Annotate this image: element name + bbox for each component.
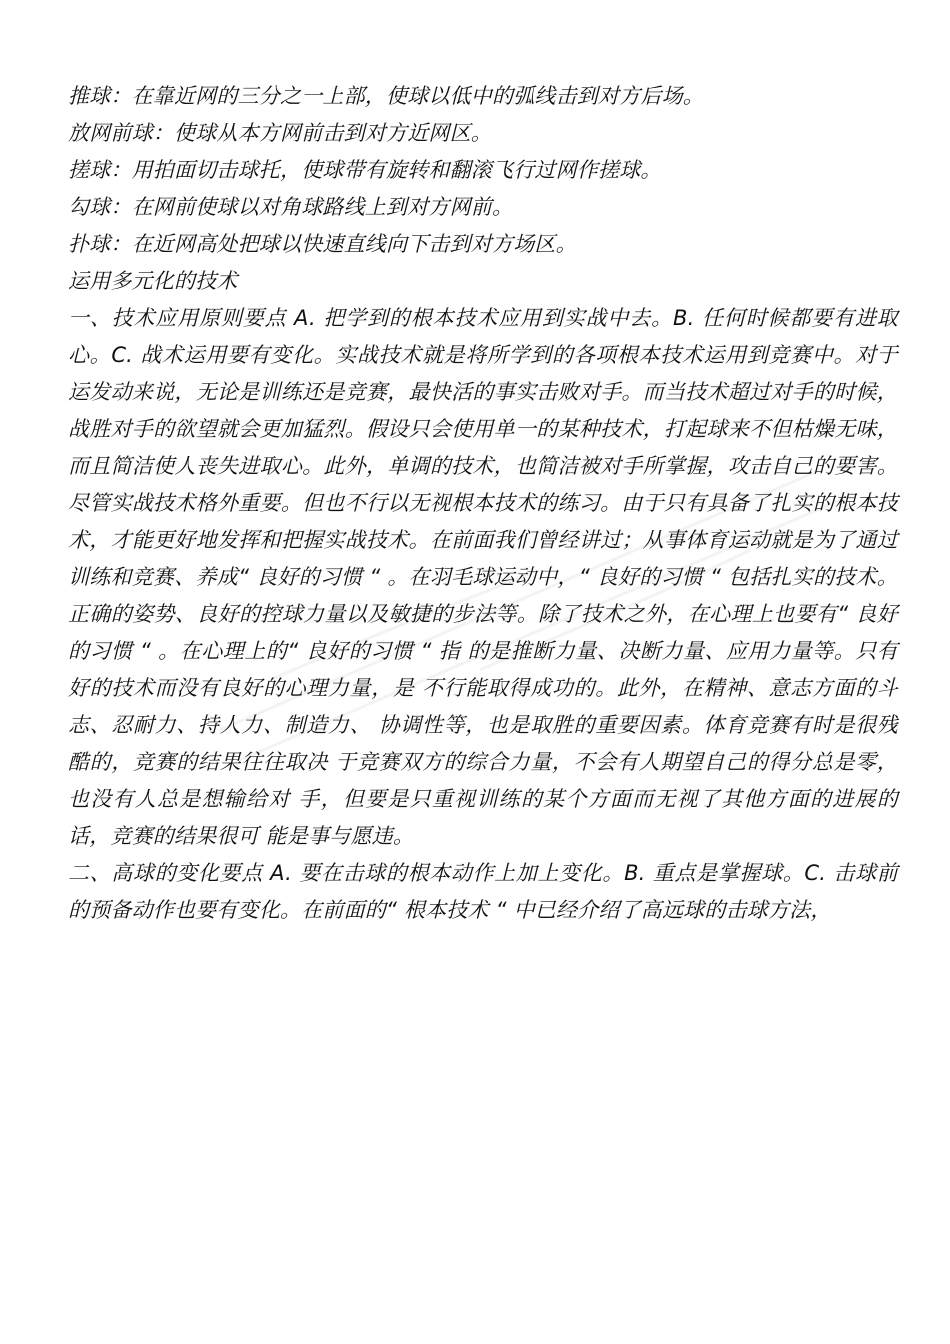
paragraph-high-clear-variation: 二、高球的变化要点 A. 要在击球的根本动作上加上变化。B. 重点是掌握球。C. 击球前的预备动作也要有变化。在前面的“ 根本技术 “ 中已经介绍了高远球的击球方法，: [68, 861, 898, 922]
section-heading: 运用多元化的技术: [68, 269, 238, 293]
text-line-cross-net: 勾球：在网前使球以对角球路线上到对方网前。: [68, 195, 514, 219]
paragraph-technique-principles: 一、技术应用原则要点 A. 把学到的根本技术应用到实战中去。B. 任何时候都要有进取心。C. 战术运用要有变化。实战技术就是将所学到的各项根本技术运用到竞赛中。对于运发动来说，无论是训练还是竞赛，最快活的事实击败对手。而当技术超过对手的时候，战胜对手的欲望就会更加猛烈。假设只会使用单一的某种技术，打起球来不但枯燥无味，而且简洁使人丧失进取心。此外，单调的技术，也简洁被对手所掌握，攻击自己的要害。尽管实战技术格外重要。但也不行以无视根本技术的练习。由于只有具备了扎实的根本技术，才能更好地发挥和把握实战技术。在前面我们曾经讲过；从事体育运动就是为了通过训练和竞赛、养成“ 良好的习惯 “ 。在羽毛球运动中，“ 良好的习惯 “ 包括扎实的技术。正确的姿势、良好的控球力量以及敏捷的步法等。除了技术之外，在心理上也要有“ 良好的习惯 “ 。在心理上的“ 良好的习惯 “ 指 的是推断力量、决断力量、应用力量等。只有好的技术而没有良好的心理力量，是 不行能取得成功的。此外，在精神、意志方面的斗志、忍耐力、持人力、制造力、 协调性等，也是取胜的重要因素。体育竞赛有时是很残酷的，竞赛的结果往往取决 于竞赛双方的综合力量，不会有人期望自己的得分总是零，也没有人总是想输给对 手，但要是只重视训练的某个方面而无视了其他方面的进展的话，竞赛的结果很可 能是事与愿违。: [68, 306, 898, 848]
text-line-net-kill: 扑球：在近网高处把球以快速直线向下击到对方场区。: [68, 232, 577, 256]
text-line-slice-shot: 搓球：用拍面切击球托，使球带有旋转和翻滚飞行过网作搓球。: [68, 158, 662, 182]
text-line-push-shot: 推球：在靠近网的三分之一上部，使球以低中的弧线击到对方后场。: [68, 84, 704, 108]
document-body: [68, 78, 898, 929]
text-line-net-drop: 放网前球：使球从本方网前击到对方近网区。: [68, 121, 492, 145]
